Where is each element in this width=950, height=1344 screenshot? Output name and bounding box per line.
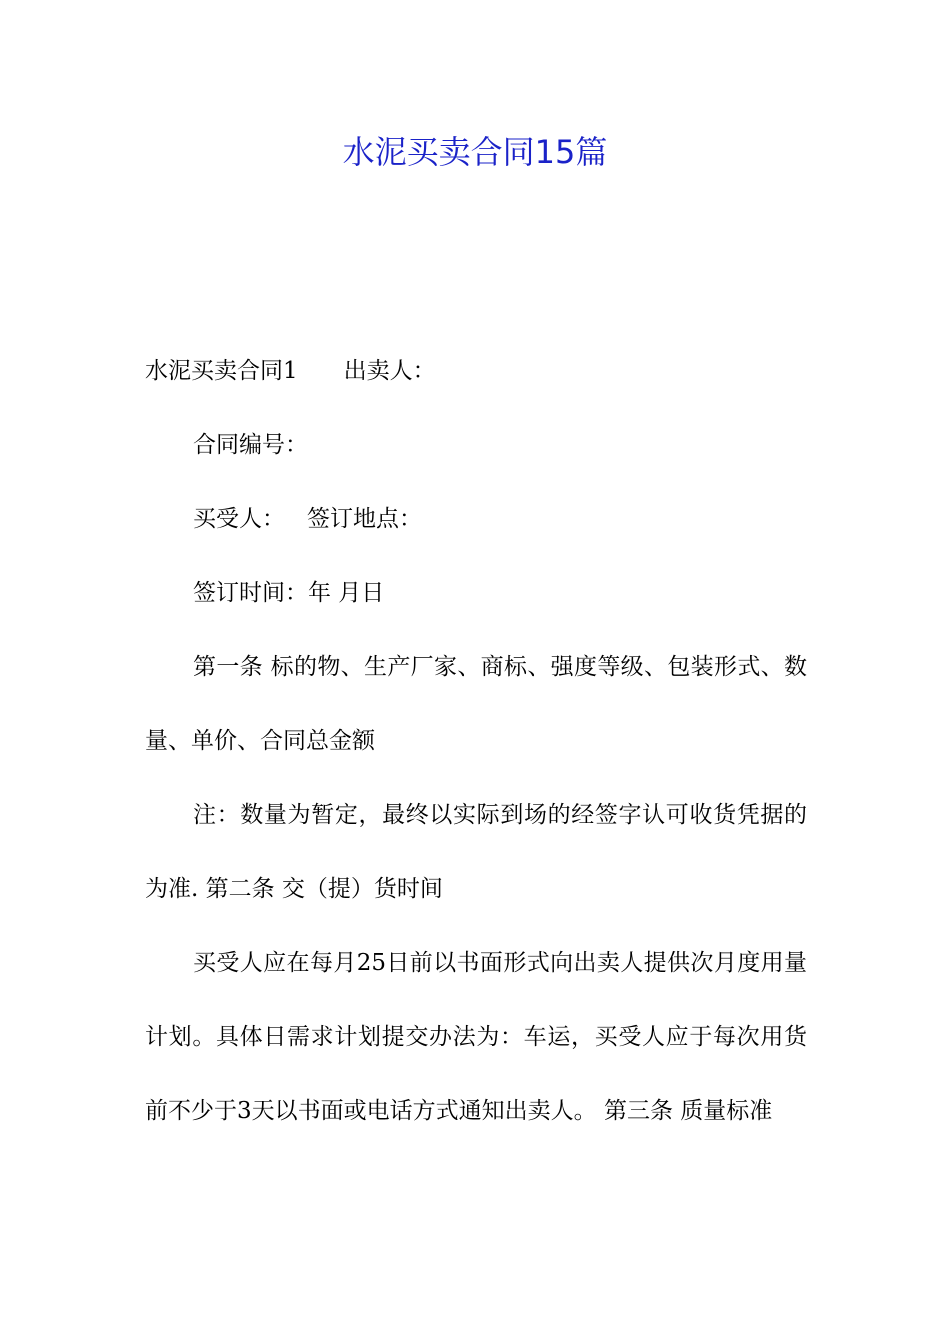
buyer-line [145,482,807,556]
buyer-label: 买受人： [193,506,285,532]
contract-no-line [145,408,807,482]
contract-heading: 水泥买卖合同1 [145,358,298,384]
article1-paragraph: 第一条 标的物、生产厂家、商标、强度等级、包装形式、数量、单价、合同总金额 [145,654,807,754]
note-paragraph: 注：数量为暂定，最终以实际到场的经签字认可收货凭据的为准. 第二条 交（提）货时间 [145,802,807,902]
document-title: 水泥买卖合同15篇 [342,133,608,171]
contract-no-label: 合同编号： [193,432,308,458]
sign-time-line [145,556,807,630]
document-body [145,334,807,1148]
sign-place-label: 签订地点： [307,506,422,532]
sign-time-label: 签订时间：年 月日 [193,580,385,606]
seller-label: 出卖人： [343,358,436,384]
contract-heading-line [145,334,807,408]
delivery-paragraph: 买受人应在每月25日前以书面形式向出卖人提供次月度用量计划。具体日需求计划提交办法为：车运，买受人应于每次用货前不少于3天以书面或电话方式通知出卖人。 第三条 质量标准 [145,950,807,1124]
